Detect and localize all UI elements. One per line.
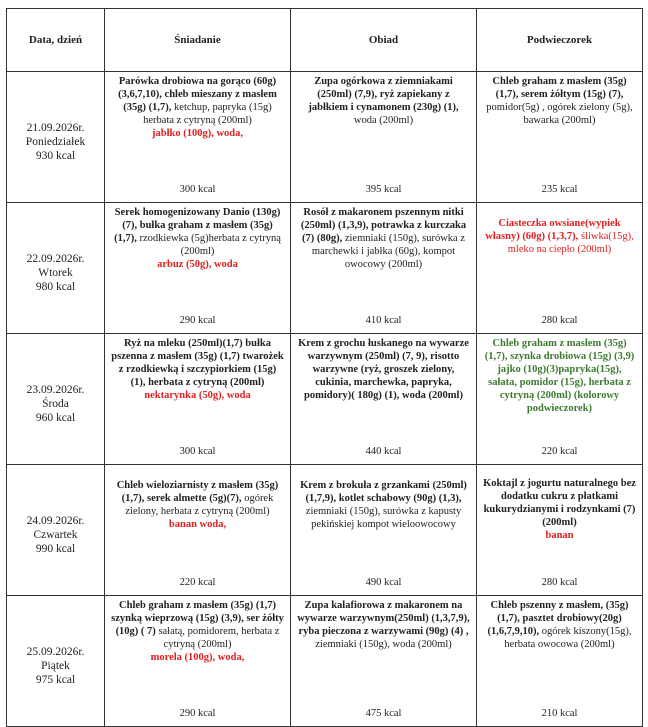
weekday: Czwartek bbox=[33, 529, 78, 541]
day-row bbox=[7, 596, 643, 727]
lunch-cell bbox=[291, 72, 477, 203]
snack-red: śliwka(15g), mleko na ciepło (200ml) bbox=[507, 231, 634, 255]
date-cell bbox=[7, 596, 105, 727]
breakfast-fruit: banan woda, bbox=[168, 519, 227, 530]
date-cell bbox=[7, 72, 105, 203]
day-total-kcal: 980 kcal bbox=[35, 281, 76, 293]
date-cell bbox=[7, 203, 105, 334]
breakfast-normal: sałatą, pomidorem, herbata z cytryną (200ml) bbox=[155, 626, 280, 650]
header-snack: Podwieczorek bbox=[477, 9, 643, 72]
snack-green: Chleb graham z masłem (35g) (1,7), szynka drobiowa (15g) (3,9) jajko (10g)(3)papryka(15g), sałata, pomidor (15g), herbata z cytryną (200ml) (kolorowy podwieczorek) bbox=[484, 338, 635, 414]
breakfast-normal: rzodkiewka (5g)herbata z cytryną (200ml) bbox=[136, 233, 281, 257]
snack-bold: Chleb pszenny z masłem, (35g) (1,7), pasztet drobiowy(20g)(1,6,7,9,10), bbox=[487, 600, 629, 637]
weekday: Poniedziałek bbox=[25, 136, 86, 148]
breakfast-bold: Chleb wieloziarnisty z masłem (35g) (1,7), serek almette (5g)(7), bbox=[116, 480, 279, 504]
header-breakfast: Śniadanie bbox=[105, 9, 291, 72]
breakfast-fruit: jabłko (100g), woda, bbox=[151, 128, 243, 139]
snack-normal: pomidor(5g) , ogórek zielony (5g), bawarka (200ml) bbox=[486, 102, 633, 126]
day-total-kcal: 975 kcal bbox=[35, 674, 76, 686]
lunch-cell bbox=[291, 334, 477, 465]
weekday: Piątek bbox=[41, 660, 70, 672]
lunch-bold: Rosół z makaronem pszennym nitki (250ml) (1,3,9), potrawka z kurczaka (7) (80g), bbox=[300, 207, 467, 244]
breakfast-fruit: morela (100g), woda, bbox=[150, 652, 245, 663]
weekday: Wtorek bbox=[38, 267, 73, 279]
breakfast-bold: Serek homogenizowany Danio (130g) (7), bułka graham z masłem (35g) (1,7), bbox=[114, 207, 281, 244]
snack-cell bbox=[477, 596, 643, 727]
day-row bbox=[7, 465, 643, 596]
snack-cell bbox=[477, 465, 643, 596]
date: 22.09.2026r. bbox=[26, 253, 85, 265]
lunch-kcal: 490 kcal bbox=[365, 577, 402, 588]
snack-bold: Chleb graham z masłem (35g) (1,7), serem żółtym (15g) (7), bbox=[492, 76, 627, 100]
day-row bbox=[7, 334, 643, 465]
breakfast-normal: ketchup, papryka (15g) herbata z cytryną (200ml) bbox=[143, 102, 272, 126]
weekday: Środa bbox=[42, 398, 69, 410]
breakfast-cell bbox=[105, 334, 291, 465]
snack-kcal: 220 kcal bbox=[541, 446, 578, 457]
lunch-normal: ziemniaki (150g), surówka z marchewki i jabłka (60g), kompot owocowy (200ml) bbox=[311, 233, 465, 270]
breakfast-kcal: 290 kcal bbox=[179, 708, 216, 719]
lunch-bold: Zupa kalafiorowa z makaronem na wywarze warzywnym(250ml) (1,3,7,9), ryba pieczona z warzywami (90g) (4) , bbox=[297, 600, 470, 637]
breakfast-cell bbox=[105, 596, 291, 727]
lunch-kcal: 440 kcal bbox=[365, 446, 402, 457]
snack-kcal: 280 kcal bbox=[541, 315, 578, 326]
breakfast-bold: Chleb graham z masłem (35g) (1,7) szynką wieprzową (15g) (3,9), ser żółty (10g) ( 7) bbox=[111, 600, 284, 637]
date: 25.09.2026r. bbox=[26, 646, 85, 658]
lunch-bold: Krem z grochu łuskanego na wywarze warzywnym (250ml) (7, 9), risotto warzywne (ryż, groszek zielony, cukinia, marchewka, papryka, pomidory)( 180g) (1), woda (200ml) bbox=[298, 338, 469, 401]
snack-red: banan bbox=[545, 530, 574, 541]
breakfast-kcal: 300 kcal bbox=[179, 184, 216, 195]
date: 23.09.2026r. bbox=[26, 384, 85, 396]
day-total-kcal: 930 kcal bbox=[35, 150, 76, 162]
lunch-bold: Krem z brokuła z grzankami (250ml) (1,7,9), kotlet schabowy (90g) (1,3), bbox=[300, 480, 467, 504]
menu-table bbox=[6, 8, 643, 727]
lunch-normal: ziemniaki (150g), woda (200ml) bbox=[315, 639, 452, 650]
breakfast-kcal: 290 kcal bbox=[179, 315, 216, 326]
snack-kcal: 235 kcal bbox=[541, 184, 578, 195]
header-row bbox=[7, 9, 643, 72]
day-row bbox=[7, 72, 643, 203]
snack-cell bbox=[477, 203, 643, 334]
lunch-bold: Zupa ogórkowa z ziemniakami (250ml) (7,9), ryż zapiekany z jabłkiem i cynamonem (230g) (1), bbox=[308, 76, 459, 113]
lunch-normal: woda (200ml) bbox=[353, 115, 414, 126]
date: 24.09.2026r. bbox=[26, 515, 85, 527]
snack-cell bbox=[477, 334, 643, 465]
date: 21.09.2026r. bbox=[26, 122, 85, 134]
lunch-cell bbox=[291, 465, 477, 596]
breakfast-kcal: 300 kcal bbox=[179, 446, 216, 457]
breakfast-bold: Ryż na mleku (250ml)(1,7) bułka pszenna z masłem (35g) (1,7) twarożek z rzodkiewką i szczypiorkiem (15g) (1), herbata z cytryną (200ml) bbox=[111, 338, 284, 388]
breakfast-cell bbox=[105, 72, 291, 203]
breakfast-fruit: nektarynka (50g), woda bbox=[144, 390, 251, 401]
header-lunch: Obiad bbox=[291, 9, 477, 72]
breakfast-normal: ogórek zielony, herbata z cytryną (200ml) bbox=[125, 493, 274, 517]
lunch-kcal: 475 kcal bbox=[365, 708, 402, 719]
day-total-kcal: 990 kcal bbox=[35, 543, 76, 555]
lunch-normal: ziemniaki (150g), surówka z kapusty pekińskiej kompot wieloowocowy bbox=[305, 506, 462, 530]
lunch-cell bbox=[291, 596, 477, 727]
header-date: Data, dzień bbox=[7, 9, 105, 72]
snack-kcal: 210 kcal bbox=[541, 708, 578, 719]
date-cell bbox=[7, 465, 105, 596]
snack-cell bbox=[477, 72, 643, 203]
snack-bold: Koktajl z jogurtu naturalnego bez dodatku cukru z płatkami kukurydzianymi i rodzynkami (7) (200ml) bbox=[483, 478, 636, 528]
breakfast-cell bbox=[105, 465, 291, 596]
date-cell bbox=[7, 334, 105, 465]
lunch-kcal: 395 kcal bbox=[365, 184, 402, 195]
breakfast-fruit: arbuz (50g), woda bbox=[157, 259, 238, 270]
snack-kcal: 280 kcal bbox=[541, 577, 578, 588]
snack-red-bold: Ciasteczka owsiane(wypiek własny) (60g) (1,3,7), bbox=[485, 218, 621, 242]
lunch-kcal: 410 kcal bbox=[365, 315, 402, 326]
day-row bbox=[7, 203, 643, 334]
breakfast-bold: Parówka drobiowa na gorąco (60g) (3,6,7,10), chleb mieszany z masłem (35g) (1,7), bbox=[118, 76, 277, 113]
breakfast-kcal: 220 kcal bbox=[179, 577, 216, 588]
lunch-cell bbox=[291, 203, 477, 334]
day-total-kcal: 960 kcal bbox=[35, 412, 76, 424]
breakfast-cell bbox=[105, 203, 291, 334]
snack-normal: ogórek kiszony(15g), herbata owocowa (200ml) bbox=[504, 626, 632, 650]
